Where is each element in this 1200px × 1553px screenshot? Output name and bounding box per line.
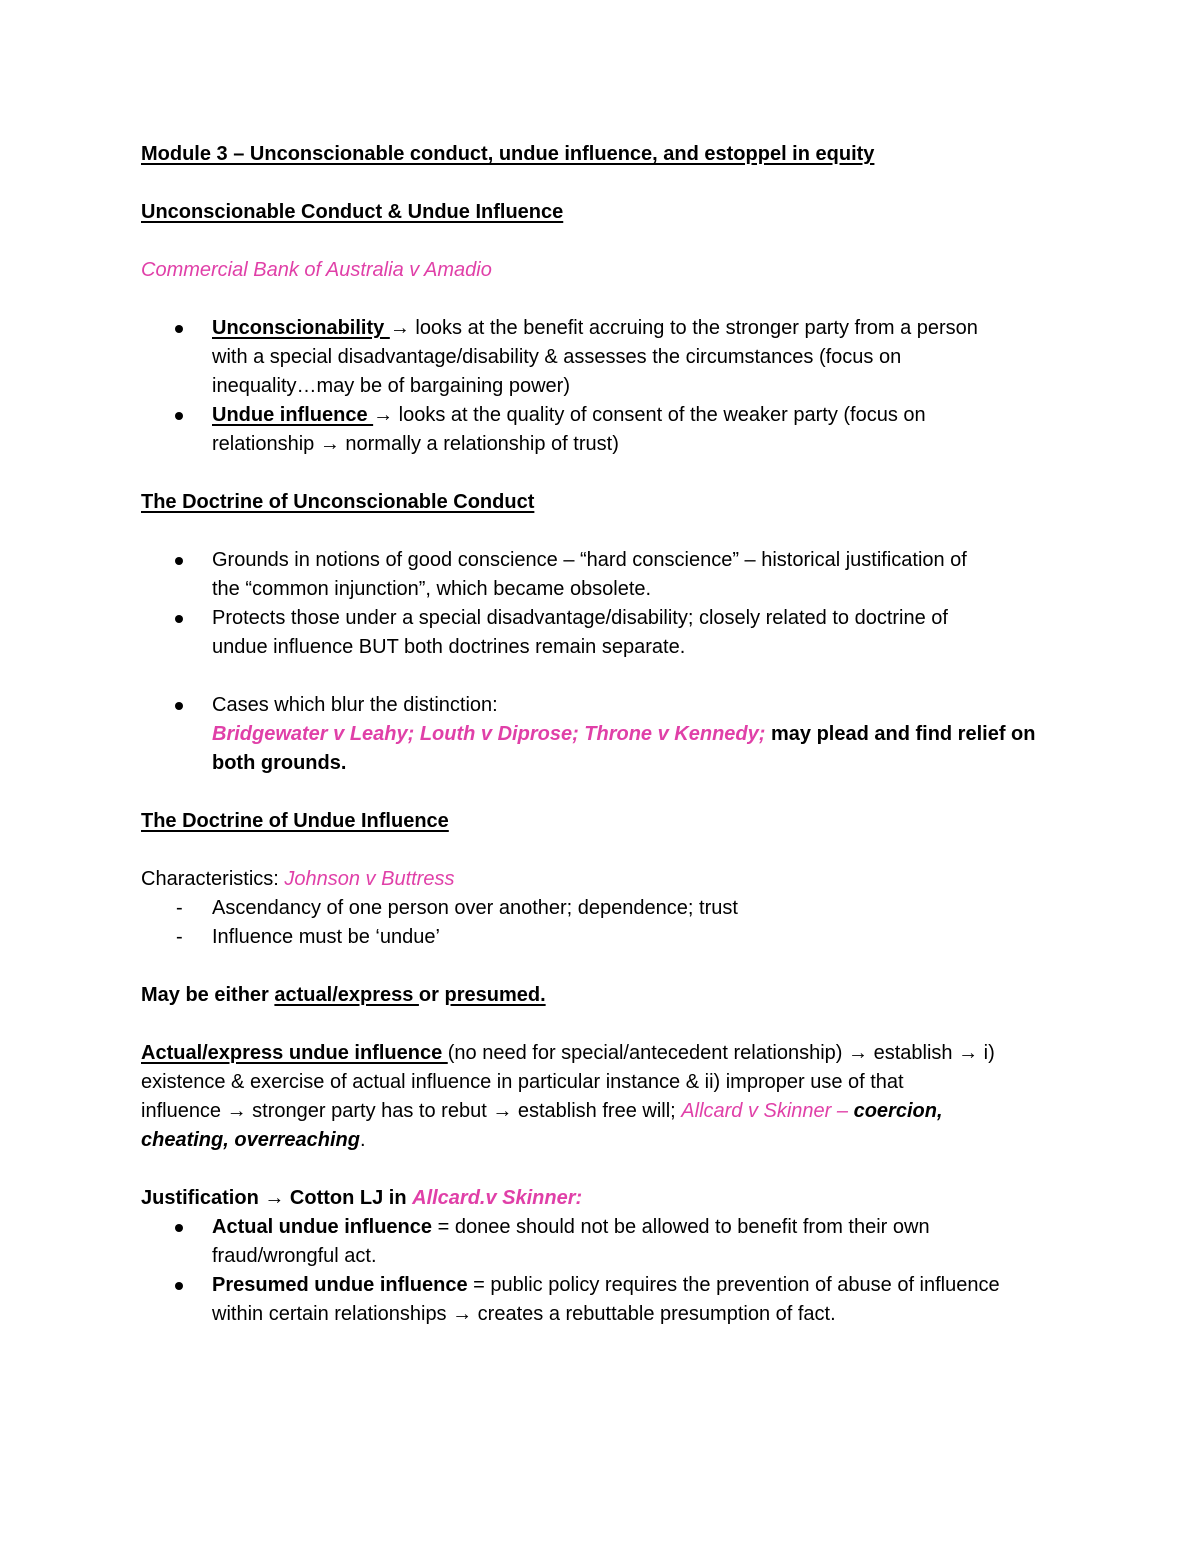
item-text: establish — [868, 1042, 959, 1064]
item-text: → looks at the quality of consent of the weaker party (focus on — [373, 404, 926, 426]
item-text: Protects those under a special disadvantage/disability; closely related to doctrine of — [212, 607, 948, 629]
item-text: cheating, overreaching — [141, 1129, 360, 1151]
may-be-or: or — [418, 984, 445, 1006]
bullet-list-definitions — [141, 314, 1071, 459]
item-text: = public policy requires the prevention of abuse of influence — [467, 1274, 1000, 1296]
item-text: = donee should not be allowed to benefit from their own — [432, 1216, 930, 1238]
item-text: i) — [978, 1042, 995, 1064]
characteristics-label: Characteristics: — [141, 868, 285, 890]
section-heading-undue-influence: The Doctrine of Undue Influence — [141, 810, 449, 832]
term-actual-express: Actual/express undue influence — [141, 1042, 448, 1064]
dash-icon: - — [176, 926, 183, 948]
list-item — [141, 894, 1071, 923]
item-text: Grounds in notions of good conscience – “hard conscience” – historical justification of — [212, 549, 967, 571]
item-text: establish free will; — [512, 1100, 682, 1122]
item-text: existence & exercise of actual influence in particular instance & ii) improper use of that — [141, 1071, 904, 1093]
item-text: influence — [141, 1100, 227, 1122]
arrow-icon: → — [452, 1303, 473, 1325]
bullet-list-unconscionable — [141, 546, 1071, 662]
arrow-icon: → — [848, 1042, 869, 1064]
bullet-icon — [175, 1282, 183, 1290]
item-text: with a special disadvantage/disability & assesses the circumstances (focus on — [212, 346, 902, 368]
item-text: → looks at the benefit accruing to the stronger party from a person — [389, 317, 978, 339]
item-text: stronger party has to rebut — [246, 1100, 493, 1122]
case-allcard-skinner-2: Allcard.v Skinner: — [412, 1187, 583, 1209]
may-be-actual: actual/express — [274, 984, 419, 1006]
document-title: Module 3 – Unconscionable conduct, undue influence, and estoppel in equity — [141, 143, 875, 165]
list-item — [141, 1271, 1071, 1329]
item-text: creates a rebuttable presumption of fact. — [472, 1303, 836, 1325]
list-item — [141, 691, 1071, 778]
dash-list-characteristics — [141, 894, 1071, 952]
item-text: inequality…may be of bargaining power) — [212, 375, 570, 397]
arrow-icon: → — [492, 1100, 513, 1122]
list-item — [141, 604, 1071, 662]
bullet-icon — [175, 412, 183, 420]
section-heading-unconscionable-conduct: The Doctrine of Unconscionable Conduct — [141, 491, 535, 513]
dash-icon: - — [176, 897, 183, 919]
item-text: both grounds. — [212, 752, 347, 774]
case-list-blur: Bridgewater v Leahy; Louth v Diprose; Throne v Kennedy; — [212, 723, 766, 745]
item-text: within certain relationships — [212, 1303, 453, 1325]
arrow-icon: → — [226, 1100, 247, 1122]
item-text: Influence must be ‘undue’ — [212, 926, 440, 948]
section-heading-unconscionable-undue: Unconscionable Conduct & Undue Influence — [141, 201, 564, 223]
bullet-icon — [175, 557, 183, 565]
item-text: coercion, — [853, 1100, 943, 1122]
document-body — [141, 140, 1071, 1329]
item-text: may plead and find relief on — [765, 723, 1036, 745]
justification-line — [141, 1184, 1071, 1213]
item-text: fraud/wrongful act. — [212, 1245, 377, 1267]
term-undue-influence: Undue influence — [212, 404, 374, 426]
may-be-line — [141, 981, 1071, 1010]
item-text: Ascendancy of one person over another; dependence; trust — [212, 897, 738, 919]
arrow-icon: → — [264, 1187, 285, 1209]
may-be-prefix: May be either — [141, 984, 275, 1006]
justification-label: Justification — [141, 1187, 265, 1209]
item-text: undue influence BUT both doctrines remain separate. — [212, 636, 686, 658]
arrow-icon: → — [958, 1042, 979, 1064]
item-text: Cotton LJ in — [284, 1187, 413, 1209]
item-text: the “common injunction”, which became obsolete. — [212, 578, 652, 600]
case-amadio: Commercial Bank of Australia v Amadio — [141, 259, 492, 281]
term-unconscionability: Unconscionability — [212, 317, 390, 339]
term-presumed-undue: Presumed undue influence — [212, 1274, 468, 1296]
list-item — [141, 923, 1071, 952]
bullet-icon — [175, 325, 183, 333]
actual-undue-influence-paragraph — [141, 1039, 1071, 1155]
term-actual-undue: Actual undue influence — [212, 1216, 433, 1238]
list-item — [141, 1213, 1071, 1271]
arrow-icon: → — [319, 433, 340, 455]
item-text: . — [359, 1129, 366, 1151]
list-item — [141, 546, 1071, 604]
may-be-presumed: presumed. — [444, 984, 546, 1006]
list-item — [141, 314, 1071, 401]
bullet-icon — [175, 702, 183, 710]
item-text: (no need for special/antecedent relationship) — [447, 1042, 849, 1064]
item-text: relationship — [212, 433, 320, 455]
list-item — [141, 401, 1071, 459]
bullet-list-justification — [141, 1213, 1071, 1329]
item-text: normally a relationship of trust) — [339, 433, 619, 455]
item-text: Cases which blur the distinction: — [212, 694, 498, 716]
bullet-icon — [175, 615, 183, 623]
case-allcard-skinner: Allcard v Skinner – — [681, 1100, 854, 1122]
case-johnson-buttress: Johnson v Buttress — [284, 868, 455, 890]
bullet-icon — [175, 1224, 183, 1232]
bullet-list-blur-cases — [141, 691, 1071, 778]
